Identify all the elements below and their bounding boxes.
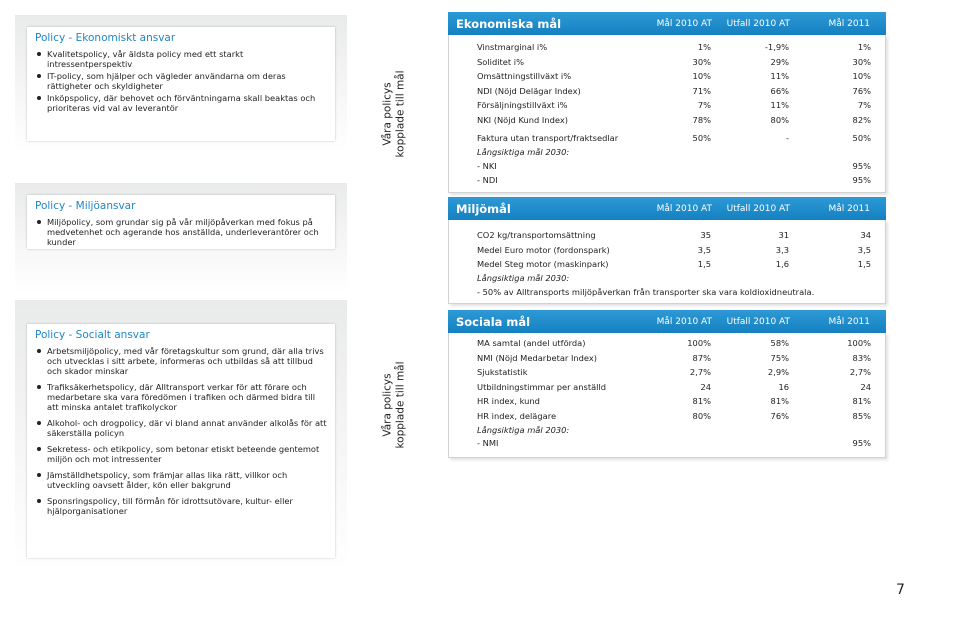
longterm-value: 95%: [852, 160, 871, 171]
next-goal-value: 30%: [852, 56, 871, 67]
policy-item: Sponsringspolicy, till förmån för idrottsutövare, kultur- eller hjälporganisationer: [35, 496, 327, 516]
policy-item: Kvalitetspolicy, vår äldsta policy med ett starkt intressentperspektiv: [35, 49, 327, 69]
next-goal-value: 50%: [852, 133, 871, 144]
social-policy-list: [35, 346, 327, 516]
column-header-outcome-2010: Utfall 2010 AT: [726, 316, 790, 327]
outcome-value: 11%: [770, 100, 789, 111]
next-goal-value: 3,5: [857, 244, 871, 255]
longterm-goals-label: Långsiktiga mål 2030:: [477, 147, 570, 157]
outcome-value: 1,6: [775, 259, 789, 270]
outcome-value: 66%: [770, 85, 789, 96]
goal-label: Faktura utan transport/fraktsedlar: [477, 133, 619, 144]
goal-row: [477, 394, 871, 409]
economic-goals-header: [448, 12, 886, 35]
goal-value: 10%: [692, 71, 711, 82]
goal-label: Vinstmarginal i%: [477, 42, 548, 53]
vertical-label-line1: Våra policys: [382, 82, 394, 146]
goal-row: [477, 113, 871, 128]
goal-value: 1,5: [697, 259, 711, 270]
outcome-value: 29%: [770, 56, 789, 67]
policy-item: Trafiksäkerhetspolicy, där Alltransport verkar för att förare och medarbetare ska vara föredömen i trafiken och därmed bidra till att minska antalet trafikolyckor: [35, 382, 327, 412]
column-header-goal-2011: Mål 2011: [828, 203, 870, 214]
longterm-goals-label: Långsiktiga mål 2030:: [477, 273, 570, 283]
longterm-label: - NDI: [477, 175, 498, 186]
column-header-goal-2011: Mål 2011: [828, 316, 870, 327]
environment-policy-title: Policy - Miljöansvar: [35, 200, 136, 212]
goal-value: 87%: [692, 352, 711, 363]
outcome-value: 3,3: [775, 244, 789, 255]
goal-value: 3,5: [697, 244, 711, 255]
vertical-label-top: [365, 54, 425, 174]
goal-label: NDI (Nöjd Delägar Index): [477, 85, 581, 96]
next-goal-value: 83%: [852, 352, 871, 363]
longterm-row: [477, 159, 871, 174]
social-goals-title: Sociala mål: [456, 314, 531, 329]
social-policy-title: Policy - Socialt ansvar: [35, 329, 150, 341]
goal-value: 100%: [687, 338, 711, 349]
social-goals-header: [448, 310, 886, 333]
longterm-label: - NMI: [477, 438, 499, 449]
goal-value: 81%: [692, 396, 711, 407]
goal-row: [477, 69, 871, 84]
next-goal-value: 82%: [852, 114, 871, 125]
goal-label: HR index, delägare: [477, 410, 557, 421]
outcome-value: -1,9%: [764, 42, 789, 53]
longterm-goal-text: - 50% av Alltransports miljöpåverkan från transporter ska vara koldioxidneutrala.: [477, 286, 815, 297]
goal-value: 1%: [697, 42, 711, 53]
social-policy-box: [27, 324, 335, 558]
goal-value: 35: [700, 230, 711, 241]
next-goal-value: 100%: [847, 338, 871, 349]
outcome-value: 2,9%: [767, 367, 789, 378]
vertical-label-line1: Våra policys: [382, 373, 394, 437]
policy-item: Alkohol- och drogpolicy, där vi bland annat använder alkolås för att säkerställa policyn: [35, 418, 327, 438]
goal-value: 2,7%: [689, 367, 711, 378]
environment-goals-body: [448, 220, 886, 304]
goal-label: Soliditet i%: [477, 56, 524, 67]
goal-row: [477, 55, 871, 70]
economic-goals-panel: [448, 12, 886, 193]
goal-label: Omsättningstillväxt i%: [477, 71, 572, 82]
economic-goals-title: Ekonomiska mål: [456, 16, 562, 31]
policy-item: Sekretess- och etikpolicy, som betonar etiskt beteende gentemot miljön och mot intressenter: [35, 444, 327, 464]
outcome-value: 16: [778, 381, 789, 392]
social-goals-panel: [448, 310, 886, 458]
next-goal-value: 24: [860, 381, 871, 392]
social-policy-panel: [15, 300, 347, 570]
longterm-label: - NKI: [477, 160, 497, 171]
goal-row: [477, 351, 871, 366]
goal-row: [477, 336, 871, 351]
next-goal-value: 76%: [852, 85, 871, 96]
goal-row: [477, 365, 871, 380]
outcome-value: 11%: [770, 71, 789, 82]
goal-label: Medel Euro motor (fordonspark): [477, 244, 610, 255]
policy-item: Arbetsmiljöpolicy, med vår företagskultur som grund, där alla trivs och utvecklas i sitt arbete, informeras och utbildas så att tillbud och skador minskar: [35, 346, 327, 376]
longterm-row: [477, 436, 871, 451]
social-goals-body: [448, 333, 886, 458]
goal-value: 7%: [697, 100, 711, 111]
economic-policy-title: Policy - Ekonomiskt ansvar: [35, 32, 176, 44]
next-goal-value: 2,7%: [849, 367, 871, 378]
goal-row: [477, 84, 871, 99]
economic-policy-panel: [15, 15, 347, 153]
next-goal-value: 1%: [857, 42, 871, 53]
goal-label: NMI (Nöjd Medarbetar Index): [477, 352, 598, 363]
goal-label: MA samtal (andel utförda): [477, 338, 586, 349]
longterm-value: 95%: [852, 438, 871, 449]
policy-item: IT-policy, som hjälper och vägleder användarna om deras rättigheter och skyldigheter: [35, 71, 327, 91]
goal-row: [477, 380, 871, 395]
goal-row: [477, 40, 871, 55]
outcome-value: 80%: [770, 114, 789, 125]
goal-row: [477, 228, 871, 243]
next-goal-value: 34: [860, 230, 871, 241]
longterm-row: [477, 173, 871, 188]
goal-row: [477, 409, 871, 424]
column-header-goal-2010: Mål 2010 AT: [656, 203, 712, 214]
goal-value: 30%: [692, 56, 711, 67]
environment-goals-header: [448, 197, 886, 220]
goal-label: NKI (Nöjd Kund Index): [477, 114, 568, 125]
vertical-label-line2: kopplade till mål: [395, 361, 407, 449]
goal-row: [477, 243, 871, 258]
goal-label: Medel Steg motor (maskinpark): [477, 259, 609, 270]
goal-label: HR index, kund: [477, 396, 540, 407]
goal-label: CO2 kg/transportomsättning: [477, 230, 596, 241]
policy-item: Jämställdhetspolicy, som främjar allas lika rätt, villkor och utveckling oavsett ålder, kön eller bakgrund: [35, 470, 327, 490]
longterm-value: 95%: [852, 175, 871, 186]
goal-value: 50%: [692, 133, 711, 144]
policy-item: Inköpspolicy, där behovet och förväntningarna skall beaktas och prioriteras vid val av leverantör: [35, 93, 327, 113]
goal-row: [477, 131, 871, 146]
outcome-value: 31: [778, 230, 789, 241]
goal-value: 80%: [692, 410, 711, 421]
goal-label: Försäljningstillväxt i%: [477, 100, 568, 111]
column-header-outcome-2010: Utfall 2010 AT: [726, 18, 790, 29]
environment-policy-panel: [15, 183, 347, 293]
economic-policy-list: [35, 49, 327, 113]
environment-goals-title: Miljömål: [456, 201, 511, 216]
goal-row: [477, 257, 871, 272]
goal-label: Utbildningstimmar per anställd: [477, 381, 607, 392]
environment-policy-box: [27, 195, 335, 249]
goal-value: 78%: [692, 114, 711, 125]
column-header-outcome-2010: Utfall 2010 AT: [726, 203, 790, 214]
policy-item: Miljöpolicy, som grundar sig på vår miljöpåverkan med fokus på medvetenhet och agerande hos anställda, underleverantörer och kunder: [35, 217, 327, 247]
goal-value: 24: [700, 381, 711, 392]
next-goal-value: 1,5: [857, 259, 871, 270]
economic-goals-body: [448, 35, 886, 193]
outcome-value: -: [786, 133, 789, 144]
goal-value: 71%: [692, 85, 711, 96]
outcome-value: 81%: [770, 396, 789, 407]
next-goal-value: 81%: [852, 396, 871, 407]
environment-policy-list: [35, 217, 327, 247]
outcome-value: 75%: [770, 352, 789, 363]
next-goal-value: 7%: [857, 100, 871, 111]
vertical-label-line2: kopplade till mål: [395, 70, 407, 158]
page-number: 7: [896, 582, 905, 598]
column-header-goal-2011: Mål 2011: [828, 18, 870, 29]
environment-goals-panel: [448, 197, 886, 304]
goal-label: Sjukstatistik: [477, 367, 528, 378]
outcome-value: 58%: [770, 338, 789, 349]
goal-row: [477, 98, 871, 113]
economic-policy-box: [27, 27, 335, 141]
column-header-goal-2010: Mål 2010 AT: [656, 18, 712, 29]
next-goal-value: 85%: [852, 410, 871, 421]
outcome-value: 76%: [770, 410, 789, 421]
longterm-goals-label: Långsiktiga mål 2030:: [477, 424, 570, 435]
next-goal-value: 10%: [852, 71, 871, 82]
column-header-goal-2010: Mål 2010 AT: [656, 316, 712, 327]
vertical-label-bottom: [365, 345, 425, 465]
